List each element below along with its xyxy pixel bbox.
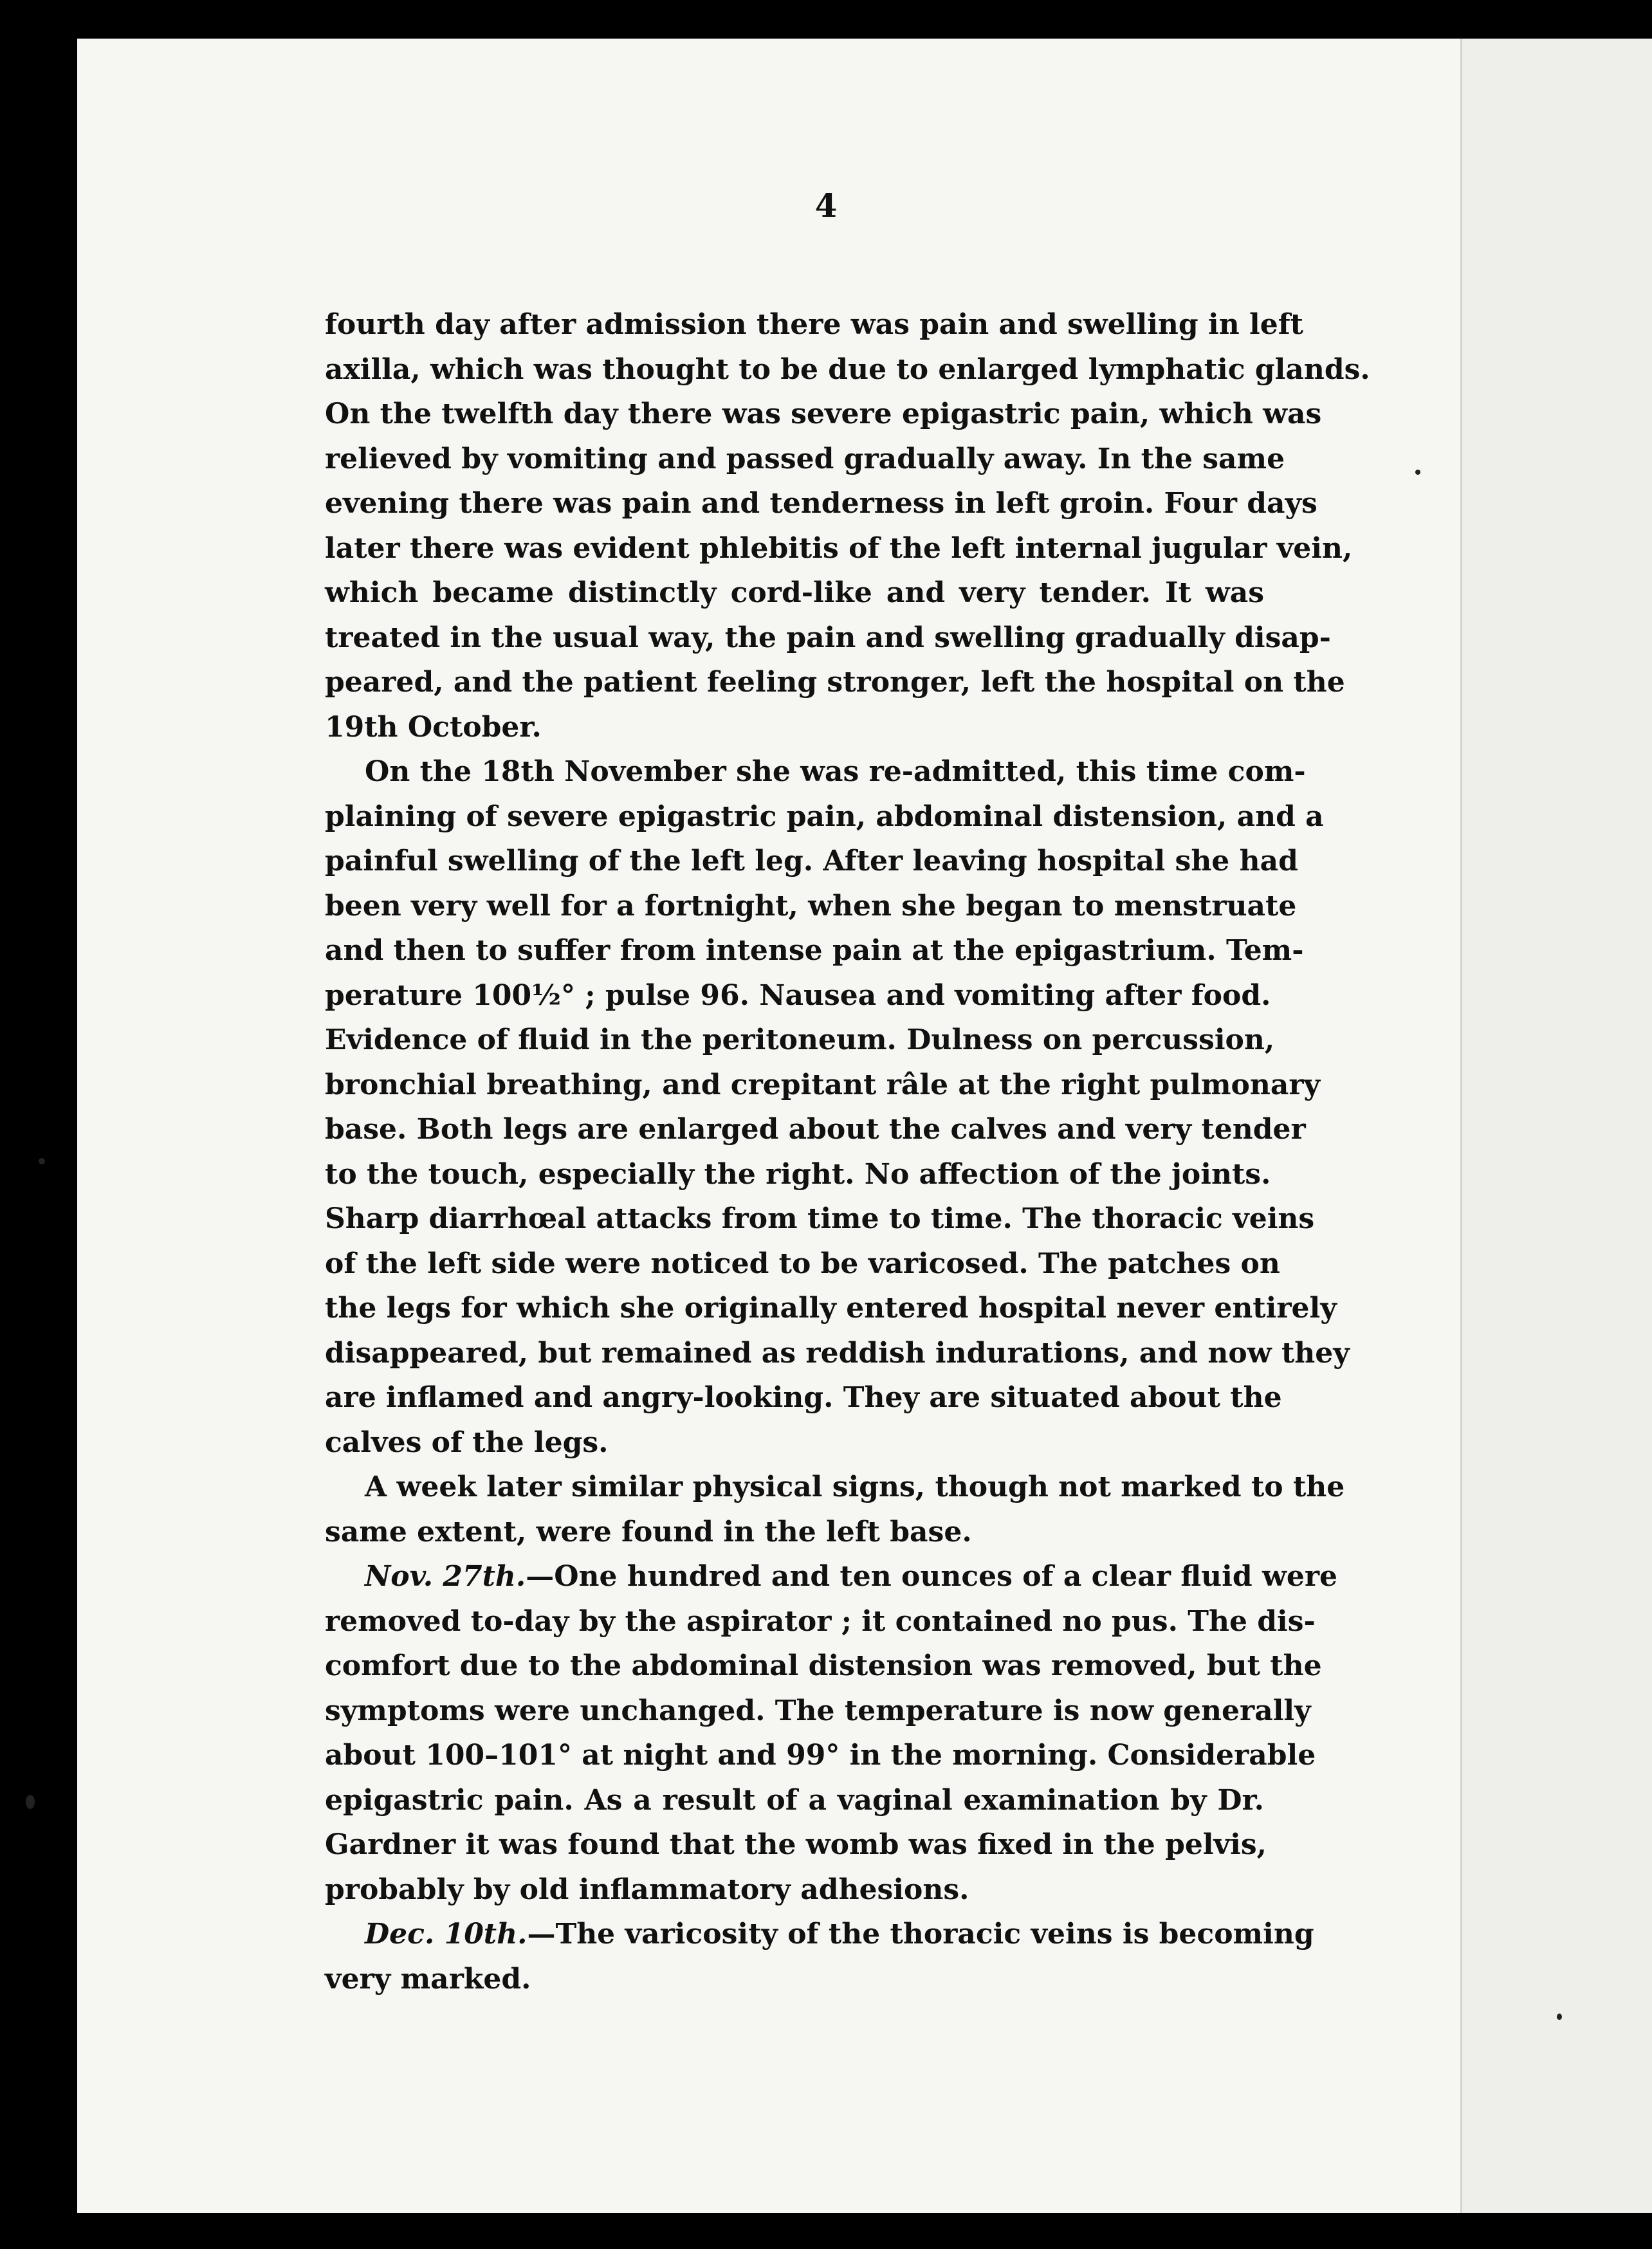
- text-line: removed to-day by the aspirator ; it contained no pus. The dis-: [325, 1604, 1316, 1638]
- text-line: treated in the usual way, the pain and swelling gradually disap-: [325, 621, 1331, 654]
- scan-speck: [26, 1795, 35, 1809]
- text-line: to the touch, especially the right. No affection of the joints.: [325, 1157, 1271, 1191]
- text-line: On the twelfth day there was severe epigastric pain, which was: [325, 398, 1322, 430]
- scan-speck: [1415, 470, 1420, 475]
- text-line: which became distinctly cord-like and very tender. It was: [325, 576, 1264, 609]
- text-line: about 100–101° at night and 99° in the morning. Considerable: [325, 1739, 1316, 1772]
- paragraph-1: [325, 302, 1370, 749]
- text-line: later there was evident phlebitis of the left internal jugular vein,: [325, 531, 1353, 565]
- text-line: perature 100½° ; pulse 96. Nausea and vomiting after food.: [325, 978, 1271, 1012]
- text-line: calves of the legs.: [325, 1426, 609, 1459]
- text-line: Evidence of fluid in the peritoneum. Dulness on percussion,: [325, 1024, 1275, 1056]
- entry-text: —One hundred and ten ounces of a clear fluid were: [526, 1560, 1338, 1593]
- scan-speck: [39, 1158, 45, 1164]
- entry-date: Nov. 27th.: [365, 1560, 526, 1593]
- text-line: bronchial breathing, and crepitant râle at the right pulmonary: [325, 1068, 1321, 1101]
- text-line: [325, 1554, 1338, 1599]
- text-line: disappeared, but remained as reddish indurations, and now they: [325, 1336, 1350, 1370]
- text-line: same extent, were found in the left base.: [325, 1515, 972, 1548]
- text-line: been very well for a fortnight, when she began to menstruate: [325, 889, 1297, 923]
- text-line: the legs for which she originally entered hospital never entirely: [325, 1292, 1337, 1325]
- text-line: Gardner it was found that the womb was fixed in the pelvis,: [325, 1828, 1267, 1861]
- text-line: of the left side were noticed to be varicosed. The patches on: [325, 1247, 1280, 1280]
- text-line: very marked.: [325, 1962, 531, 1996]
- body-text: [325, 302, 1370, 2001]
- entry-date: Dec. 10th.: [365, 1918, 528, 1951]
- text-line: probably by old inflammatory adhesions.: [325, 1873, 969, 1906]
- text-line: plaining of severe epigastric pain, abdominal distension, and a: [325, 800, 1324, 833]
- text-line: and then to suffer from intense pain at the epigastrium. Tem-: [325, 934, 1304, 967]
- text-line: evening there was pain and tenderness in left groin. Four days: [325, 487, 1317, 520]
- text-line: fourth day after admission there was pain and swelling in left: [325, 308, 1303, 341]
- paragraph-4: [325, 1554, 1338, 1912]
- text-line: epigastric pain. As a result of a vaginal examination by Dr.: [325, 1783, 1264, 1817]
- entry-text: —The varicosity of the thoracic veins is becoming: [527, 1918, 1314, 1951]
- text-line: axilla, which was thought to be due to enlarged lymphatic glands.: [325, 353, 1370, 386]
- text-line: Sharp diarrhœal attacks from time to time. The thoracic veins: [325, 1202, 1315, 1235]
- scan-speck: [1557, 2014, 1562, 2020]
- text-line: comfort due to the abdominal distension was removed, but the: [325, 1649, 1322, 1682]
- paragraph-2: [325, 749, 1350, 1465]
- paragraph-5: [325, 1912, 1314, 2001]
- text-line: On the 18th November she was re-admitted, this time com-: [365, 755, 1306, 788]
- text-line: peared, and the patient feeling stronger, left the hospital on the: [325, 666, 1345, 699]
- page-edge-strip: [1460, 39, 1652, 2213]
- text-line: 19th October.: [325, 710, 542, 744]
- text-line: A week later similar physical signs, though not marked to the: [365, 1471, 1345, 1503]
- page-number: 4: [814, 187, 838, 225]
- text-line: are inflamed and angry-looking. They are situated about the: [325, 1381, 1282, 1414]
- text-line: relieved by vomiting and passed gradually away. In the same: [325, 442, 1285, 475]
- text-line: painful swelling of the left leg. After leaving hospital she had: [325, 845, 1298, 877]
- text-line: [325, 1912, 1314, 1957]
- text-line: base. Both legs are enlarged about the calves and very tender: [325, 1113, 1306, 1146]
- paragraph-3: [325, 1465, 1345, 1554]
- text-line: symptoms were unchanged. The temperature is now generally: [325, 1694, 1311, 1727]
